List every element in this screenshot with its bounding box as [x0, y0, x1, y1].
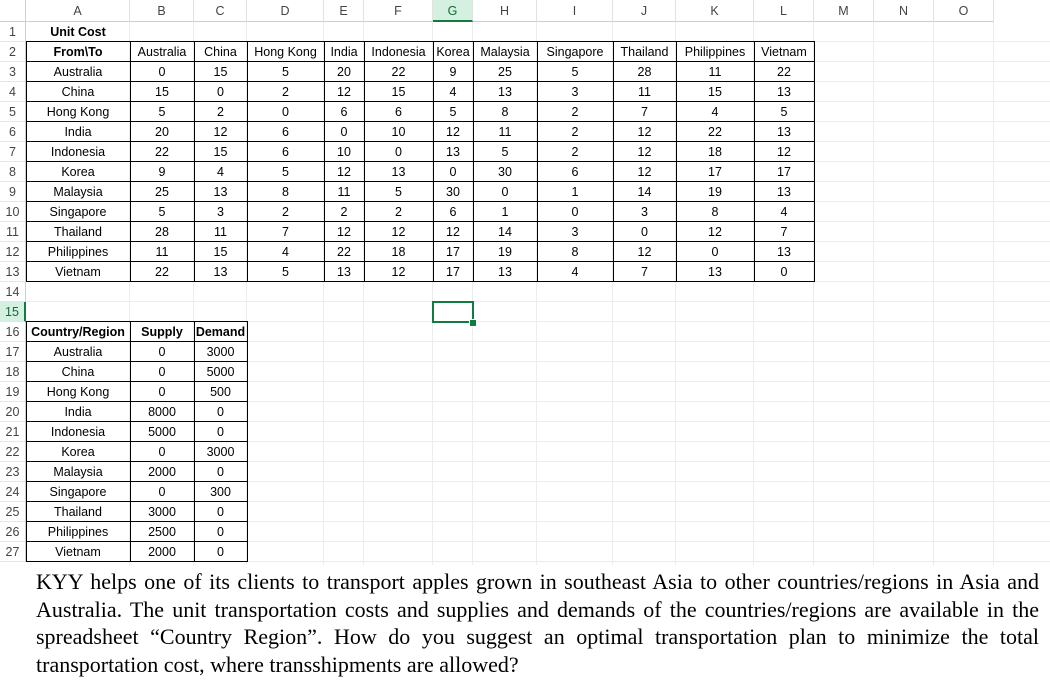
unit-cost-cell[interactable]: 13: [446, 145, 460, 159]
unit-cost-cell[interactable]: 0: [780, 265, 788, 279]
row-header-8[interactable]: 8: [0, 162, 26, 182]
unit-cost-cell[interactable]: 12: [337, 225, 351, 239]
unit-cost-cell[interactable]: 12: [777, 145, 791, 159]
selected-cell-G15[interactable]: [432, 301, 474, 323]
unit-cost-cell[interactable]: 15: [213, 245, 228, 259]
unit-cost-cell[interactable]: 7: [641, 105, 648, 119]
cost-table-title[interactable]: Unit Cost: [50, 25, 106, 39]
unit-cost-cell[interactable]: 13: [708, 265, 722, 279]
unit-cost-cell[interactable]: 12: [637, 165, 652, 179]
unit-cost-cell[interactable]: 7: [780, 225, 788, 239]
row-header-14[interactable]: 14: [0, 282, 26, 302]
unit-cost-cell[interactable]: 12: [637, 245, 652, 259]
unit-cost-cell[interactable]: 6: [282, 145, 289, 159]
supply-cell[interactable]: 2500: [148, 525, 176, 539]
destination-header[interactable]: China: [204, 45, 237, 59]
unit-cost-cell[interactable]: 13: [213, 265, 228, 279]
unit-cost-cell[interactable]: 4: [282, 245, 289, 259]
unit-cost-cell[interactable]: 15: [155, 85, 169, 99]
unit-cost-cell[interactable]: 12: [446, 225, 460, 239]
supply-table-header[interactable]: Country/Region: [31, 325, 125, 339]
supply-cell[interactable]: 0: [158, 445, 166, 459]
row-header-20[interactable]: 20: [0, 402, 26, 422]
destination-header[interactable]: Korea: [436, 45, 470, 59]
region-label[interactable]: Philippines: [47, 525, 109, 539]
unit-cost-cell[interactable]: 20: [155, 125, 169, 139]
unit-cost-cell[interactable]: 8: [282, 185, 289, 199]
demand-cell[interactable]: 0: [217, 405, 224, 419]
unit-cost-cell[interactable]: 13: [777, 125, 791, 139]
unit-cost-cell[interactable]: 10: [337, 145, 351, 159]
supply-cell[interactable]: 0: [158, 385, 166, 399]
unit-cost-cell[interactable]: 3: [571, 225, 579, 239]
row-header-5[interactable]: 5: [0, 102, 26, 122]
unit-cost-cell[interactable]: 15: [708, 85, 722, 99]
demand-cell[interactable]: 0: [217, 525, 224, 539]
unit-cost-cell[interactable]: 5: [282, 265, 289, 279]
column-header-O[interactable]: O: [934, 0, 994, 22]
demand-cell[interactable]: 3000: [206, 345, 235, 359]
origin-label[interactable]: Thailand: [54, 225, 102, 239]
row-header-25[interactable]: 25: [0, 502, 26, 522]
unit-cost-cell[interactable]: 13: [213, 185, 228, 199]
column-header-M[interactable]: M: [814, 0, 874, 22]
unit-cost-cell[interactable]: 11: [708, 65, 722, 79]
unit-cost-cell[interactable]: 5: [282, 165, 289, 179]
unit-cost-cell[interactable]: 13: [337, 265, 351, 279]
column-header-F[interactable]: F: [364, 0, 433, 22]
destination-header[interactable]: Malaysia: [480, 45, 530, 59]
region-label[interactable]: Hong Kong: [46, 385, 110, 399]
unit-cost-cell[interactable]: 0: [395, 145, 402, 159]
column-header-G[interactable]: G: [433, 0, 473, 22]
unit-cost-cell[interactable]: 12: [213, 125, 228, 139]
unit-cost-cell[interactable]: 20: [337, 65, 351, 79]
region-label[interactable]: Thailand: [54, 505, 102, 519]
supply-cell[interactable]: 2000: [148, 545, 176, 559]
row-header-3[interactable]: 3: [0, 62, 26, 82]
region-label[interactable]: Australia: [53, 345, 103, 359]
column-header-A[interactable]: A: [26, 0, 130, 22]
unit-cost-cell[interactable]: 12: [637, 125, 652, 139]
column-header-I[interactable]: I: [537, 0, 613, 22]
unit-cost-cell[interactable]: 25: [498, 65, 512, 79]
origin-label[interactable]: Malaysia: [53, 185, 103, 199]
destination-header[interactable]: Philippines: [684, 45, 746, 59]
unit-cost-cell[interactable]: 11: [638, 85, 651, 99]
unit-cost-cell[interactable]: 30: [498, 165, 512, 179]
unit-cost-cell[interactable]: 2: [340, 205, 348, 219]
unit-cost-cell[interactable]: 22: [337, 245, 351, 259]
destination-header[interactable]: Hong Kong: [254, 45, 317, 59]
unit-cost-cell[interactable]: 19: [708, 185, 722, 199]
unit-cost-cell[interactable]: 5: [780, 105, 788, 119]
row-header-4[interactable]: 4: [0, 82, 26, 102]
unit-cost-cell[interactable]: 12: [337, 165, 351, 179]
unit-cost-cell[interactable]: 0: [449, 165, 457, 179]
unit-cost-cell[interactable]: 7: [641, 265, 648, 279]
unit-cost-cell[interactable]: 7: [282, 225, 289, 239]
unit-cost-cell[interactable]: 3: [641, 205, 648, 219]
unit-cost-cell[interactable]: 4: [449, 85, 457, 99]
supply-table-header[interactable]: Demand: [195, 325, 246, 339]
region-label[interactable]: China: [61, 365, 95, 379]
unit-cost-cell[interactable]: 6: [282, 125, 289, 139]
column-header-E[interactable]: E: [324, 0, 364, 22]
unit-cost-cell[interactable]: 12: [391, 265, 406, 279]
row-header-11[interactable]: 11: [0, 222, 26, 242]
unit-cost-cell[interactable]: 0: [571, 205, 579, 219]
demand-cell[interactable]: 3000: [206, 445, 235, 459]
unit-cost-cell[interactable]: 2: [571, 125, 579, 139]
unit-cost-cell[interactable]: 2: [571, 145, 579, 159]
demand-cell[interactable]: 0: [217, 425, 224, 439]
unit-cost-cell[interactable]: 2: [395, 205, 402, 219]
gridline-col: [933, 22, 934, 565]
unit-cost-cell[interactable]: 13: [498, 265, 512, 279]
destination-header[interactable]: Australia: [137, 45, 187, 59]
select-all-corner[interactable]: [0, 0, 26, 22]
unit-cost-cell[interactable]: 13: [777, 85, 791, 99]
unit-cost-cell[interactable]: 0: [282, 105, 289, 119]
gridline-col: [873, 22, 874, 565]
gridline-row: [26, 301, 1050, 302]
unit-cost-cell[interactable]: 8: [501, 105, 509, 119]
unit-cost-cell[interactable]: 0: [340, 125, 348, 139]
origin-label[interactable]: Philippines: [47, 245, 109, 259]
unit-cost-cell[interactable]: 12: [708, 225, 722, 239]
row-header-2[interactable]: 2: [0, 42, 26, 62]
unit-cost-cell[interactable]: 8: [571, 245, 579, 259]
demand-cell[interactable]: 300: [210, 485, 231, 499]
supply-cell[interactable]: 0: [158, 485, 166, 499]
unit-cost-cell[interactable]: 9: [158, 165, 166, 179]
row-header-19[interactable]: 19: [0, 382, 26, 402]
unit-cost-cell[interactable]: 11: [155, 245, 169, 259]
unit-cost-cell[interactable]: 28: [155, 225, 169, 239]
supply-table-header[interactable]: Supply: [141, 325, 183, 339]
unit-cost-cell[interactable]: 19: [498, 245, 512, 259]
unit-cost-cell[interactable]: 22: [777, 65, 791, 79]
unit-cost-cell[interactable]: 11: [498, 125, 512, 139]
supply-cell[interactable]: 2000: [148, 465, 176, 479]
unit-cost-cell[interactable]: 4: [711, 105, 719, 119]
destination-header[interactable]: Thailand: [620, 45, 669, 59]
unit-cost-cell[interactable]: 0: [641, 225, 648, 239]
supply-cell[interactable]: 0: [158, 365, 166, 379]
row-header-17[interactable]: 17: [0, 342, 26, 362]
gridline-col: [993, 22, 994, 565]
origin-label[interactable]: China: [61, 85, 95, 99]
supply-cell[interactable]: 5000: [148, 425, 176, 439]
unit-cost-cell[interactable]: 11: [214, 225, 227, 239]
unit-cost-cell[interactable]: 22: [708, 125, 722, 139]
fill-handle[interactable]: [469, 319, 477, 327]
row-header-16[interactable]: 16: [0, 322, 26, 342]
unit-cost-cell[interactable]: 0: [501, 185, 509, 199]
supply-cell[interactable]: 8000: [148, 405, 176, 419]
unit-cost-cell[interactable]: 17: [777, 165, 791, 179]
unit-cost-cell[interactable]: 6: [571, 165, 579, 179]
unit-cost-cell[interactable]: 18: [391, 245, 406, 259]
demand-cell[interactable]: 500: [210, 385, 231, 399]
column-header-K[interactable]: K: [676, 0, 754, 22]
demand-cell[interactable]: 0: [217, 505, 224, 519]
destination-header[interactable]: India: [330, 45, 358, 59]
unit-cost-cell[interactable]: 30: [446, 185, 460, 199]
unit-cost-cell[interactable]: 17: [446, 265, 460, 279]
unit-cost-cell[interactable]: 25: [155, 185, 169, 199]
unit-cost-cell[interactable]: 2: [571, 105, 579, 119]
supply-cell[interactable]: 0: [158, 345, 166, 359]
unit-cost-cell[interactable]: 22: [155, 145, 169, 159]
cost-table-corner-header[interactable]: From\To: [53, 45, 103, 59]
unit-cost-cell[interactable]: 14: [637, 185, 652, 199]
unit-cost-cell[interactable]: 13: [391, 165, 406, 179]
column-header-N[interactable]: N: [874, 0, 934, 22]
unit-cost-cell[interactable]: 5: [501, 145, 509, 159]
origin-label[interactable]: Singapore: [49, 205, 107, 219]
row-header-10[interactable]: 10: [0, 202, 26, 222]
unit-cost-cell[interactable]: 6: [395, 105, 402, 119]
origin-label[interactable]: Hong Kong: [46, 105, 110, 119]
unit-cost-cell[interactable]: 15: [391, 85, 406, 99]
region-label[interactable]: India: [64, 405, 92, 419]
row-header-12[interactable]: 12: [0, 242, 26, 262]
unit-cost-cell[interactable]: 3: [571, 85, 579, 99]
row-header-15[interactable]: 15: [0, 302, 26, 322]
row-header-23[interactable]: 23: [0, 462, 26, 482]
unit-cost-cell[interactable]: 1: [501, 205, 509, 219]
region-label[interactable]: Indonesia: [50, 425, 106, 439]
unit-cost-cell[interactable]: 12: [337, 85, 351, 99]
unit-cost-cell[interactable]: 0: [158, 65, 166, 79]
unit-cost-cell[interactable]: 5: [395, 185, 402, 199]
row-header-24[interactable]: 24: [0, 482, 26, 502]
region-label[interactable]: Korea: [61, 445, 95, 459]
unit-cost-cell[interactable]: 2: [282, 85, 289, 99]
region-label[interactable]: Malaysia: [53, 465, 103, 479]
origin-label[interactable]: India: [64, 125, 92, 139]
unit-cost-cell[interactable]: 5: [158, 205, 166, 219]
unit-cost-cell[interactable]: 17: [708, 165, 722, 179]
unit-cost-cell[interactable]: 15: [213, 145, 228, 159]
unit-cost-cell[interactable]: 4: [780, 205, 788, 219]
unit-cost-cell[interactable]: 5: [282, 65, 289, 79]
region-label[interactable]: Singapore: [49, 485, 107, 499]
destination-header[interactable]: Vietnam: [761, 45, 807, 59]
column-header-B[interactable]: B: [130, 0, 194, 22]
column-header-C[interactable]: C: [194, 0, 247, 22]
row-header-1[interactable]: 1: [0, 22, 26, 42]
unit-cost-cell[interactable]: 5: [571, 65, 579, 79]
row-header-9[interactable]: 9: [0, 182, 26, 202]
region-label[interactable]: Vietnam: [55, 545, 101, 559]
unit-cost-cell[interactable]: 9: [449, 65, 457, 79]
unit-cost-cell[interactable]: 12: [637, 145, 652, 159]
unit-cost-cell[interactable]: 5: [449, 105, 457, 119]
demand-cell[interactable]: 0: [217, 545, 224, 559]
unit-cost-cell[interactable]: 8: [711, 205, 719, 219]
row-header-6[interactable]: 6: [0, 122, 26, 142]
unit-cost-cell[interactable]: 10: [391, 125, 406, 139]
unit-cost-cell[interactable]: 12: [446, 125, 460, 139]
unit-cost-cell[interactable]: 22: [391, 65, 406, 79]
row-header-21[interactable]: 21: [0, 422, 26, 442]
column-header-J[interactable]: J: [613, 0, 676, 22]
row-header-27[interactable]: 27: [0, 542, 26, 562]
unit-cost-cell[interactable]: 0: [711, 245, 719, 259]
origin-label[interactable]: Vietnam: [55, 265, 101, 279]
demand-cell[interactable]: 0: [217, 465, 224, 479]
unit-cost-cell[interactable]: 22: [155, 265, 169, 279]
unit-cost-cell[interactable]: 12: [391, 225, 406, 239]
row-header-18[interactable]: 18: [0, 362, 26, 382]
column-header-D[interactable]: D: [247, 0, 324, 22]
origin-label[interactable]: Korea: [61, 165, 95, 179]
row-header-7[interactable]: 7: [0, 142, 26, 162]
unit-cost-cell[interactable]: 0: [217, 85, 224, 99]
row-header-26[interactable]: 26: [0, 522, 26, 542]
row-header-22[interactable]: 22: [0, 442, 26, 462]
unit-cost-cell[interactable]: 5: [158, 105, 166, 119]
column-header-H[interactable]: H: [473, 0, 537, 22]
problem-statement: KYY helps one of its clients to transport apples grown in southeast Asia to other countries/regions in Asia and Australia. The unit transportation costs and supplies and demands of the countries/regions are available in the spreadsheet “Country Region”. How do you suggest an optimal transportation plan to minimize the total transportation cost, where transshipments are allowed?: [36, 569, 1039, 677]
unit-cost-cell[interactable]: 1: [571, 185, 579, 199]
unit-cost-cell[interactable]: 13: [777, 185, 791, 199]
row-header-13[interactable]: 13: [0, 262, 26, 282]
unit-cost-cell[interactable]: 6: [449, 205, 457, 219]
unit-cost-cell[interactable]: 6: [340, 105, 348, 119]
column-header-L[interactable]: L: [754, 0, 814, 22]
unit-cost-cell[interactable]: 4: [571, 265, 579, 279]
demand-cell[interactable]: 5000: [206, 365, 235, 379]
unit-cost-cell[interactable]: 2: [217, 105, 224, 119]
unit-cost-cell[interactable]: 28: [637, 65, 652, 79]
unit-cost-cell[interactable]: 18: [708, 145, 722, 159]
unit-cost-cell[interactable]: 17: [446, 245, 460, 259]
origin-label[interactable]: Australia: [53, 65, 103, 79]
unit-cost-cell[interactable]: 14: [498, 225, 512, 239]
destination-header[interactable]: Singapore: [546, 45, 604, 59]
unit-cost-cell[interactable]: 11: [337, 185, 351, 199]
unit-cost-cell[interactable]: 15: [213, 65, 228, 79]
unit-cost-cell[interactable]: 2: [282, 205, 289, 219]
unit-cost-cell[interactable]: 3: [217, 205, 224, 219]
destination-header[interactable]: Indonesia: [371, 45, 426, 59]
origin-label[interactable]: Indonesia: [50, 145, 106, 159]
unit-cost-cell[interactable]: 13: [498, 85, 512, 99]
unit-cost-cell[interactable]: 4: [217, 165, 224, 179]
supply-cell[interactable]: 3000: [148, 505, 176, 519]
unit-cost-cell[interactable]: 13: [777, 245, 791, 259]
